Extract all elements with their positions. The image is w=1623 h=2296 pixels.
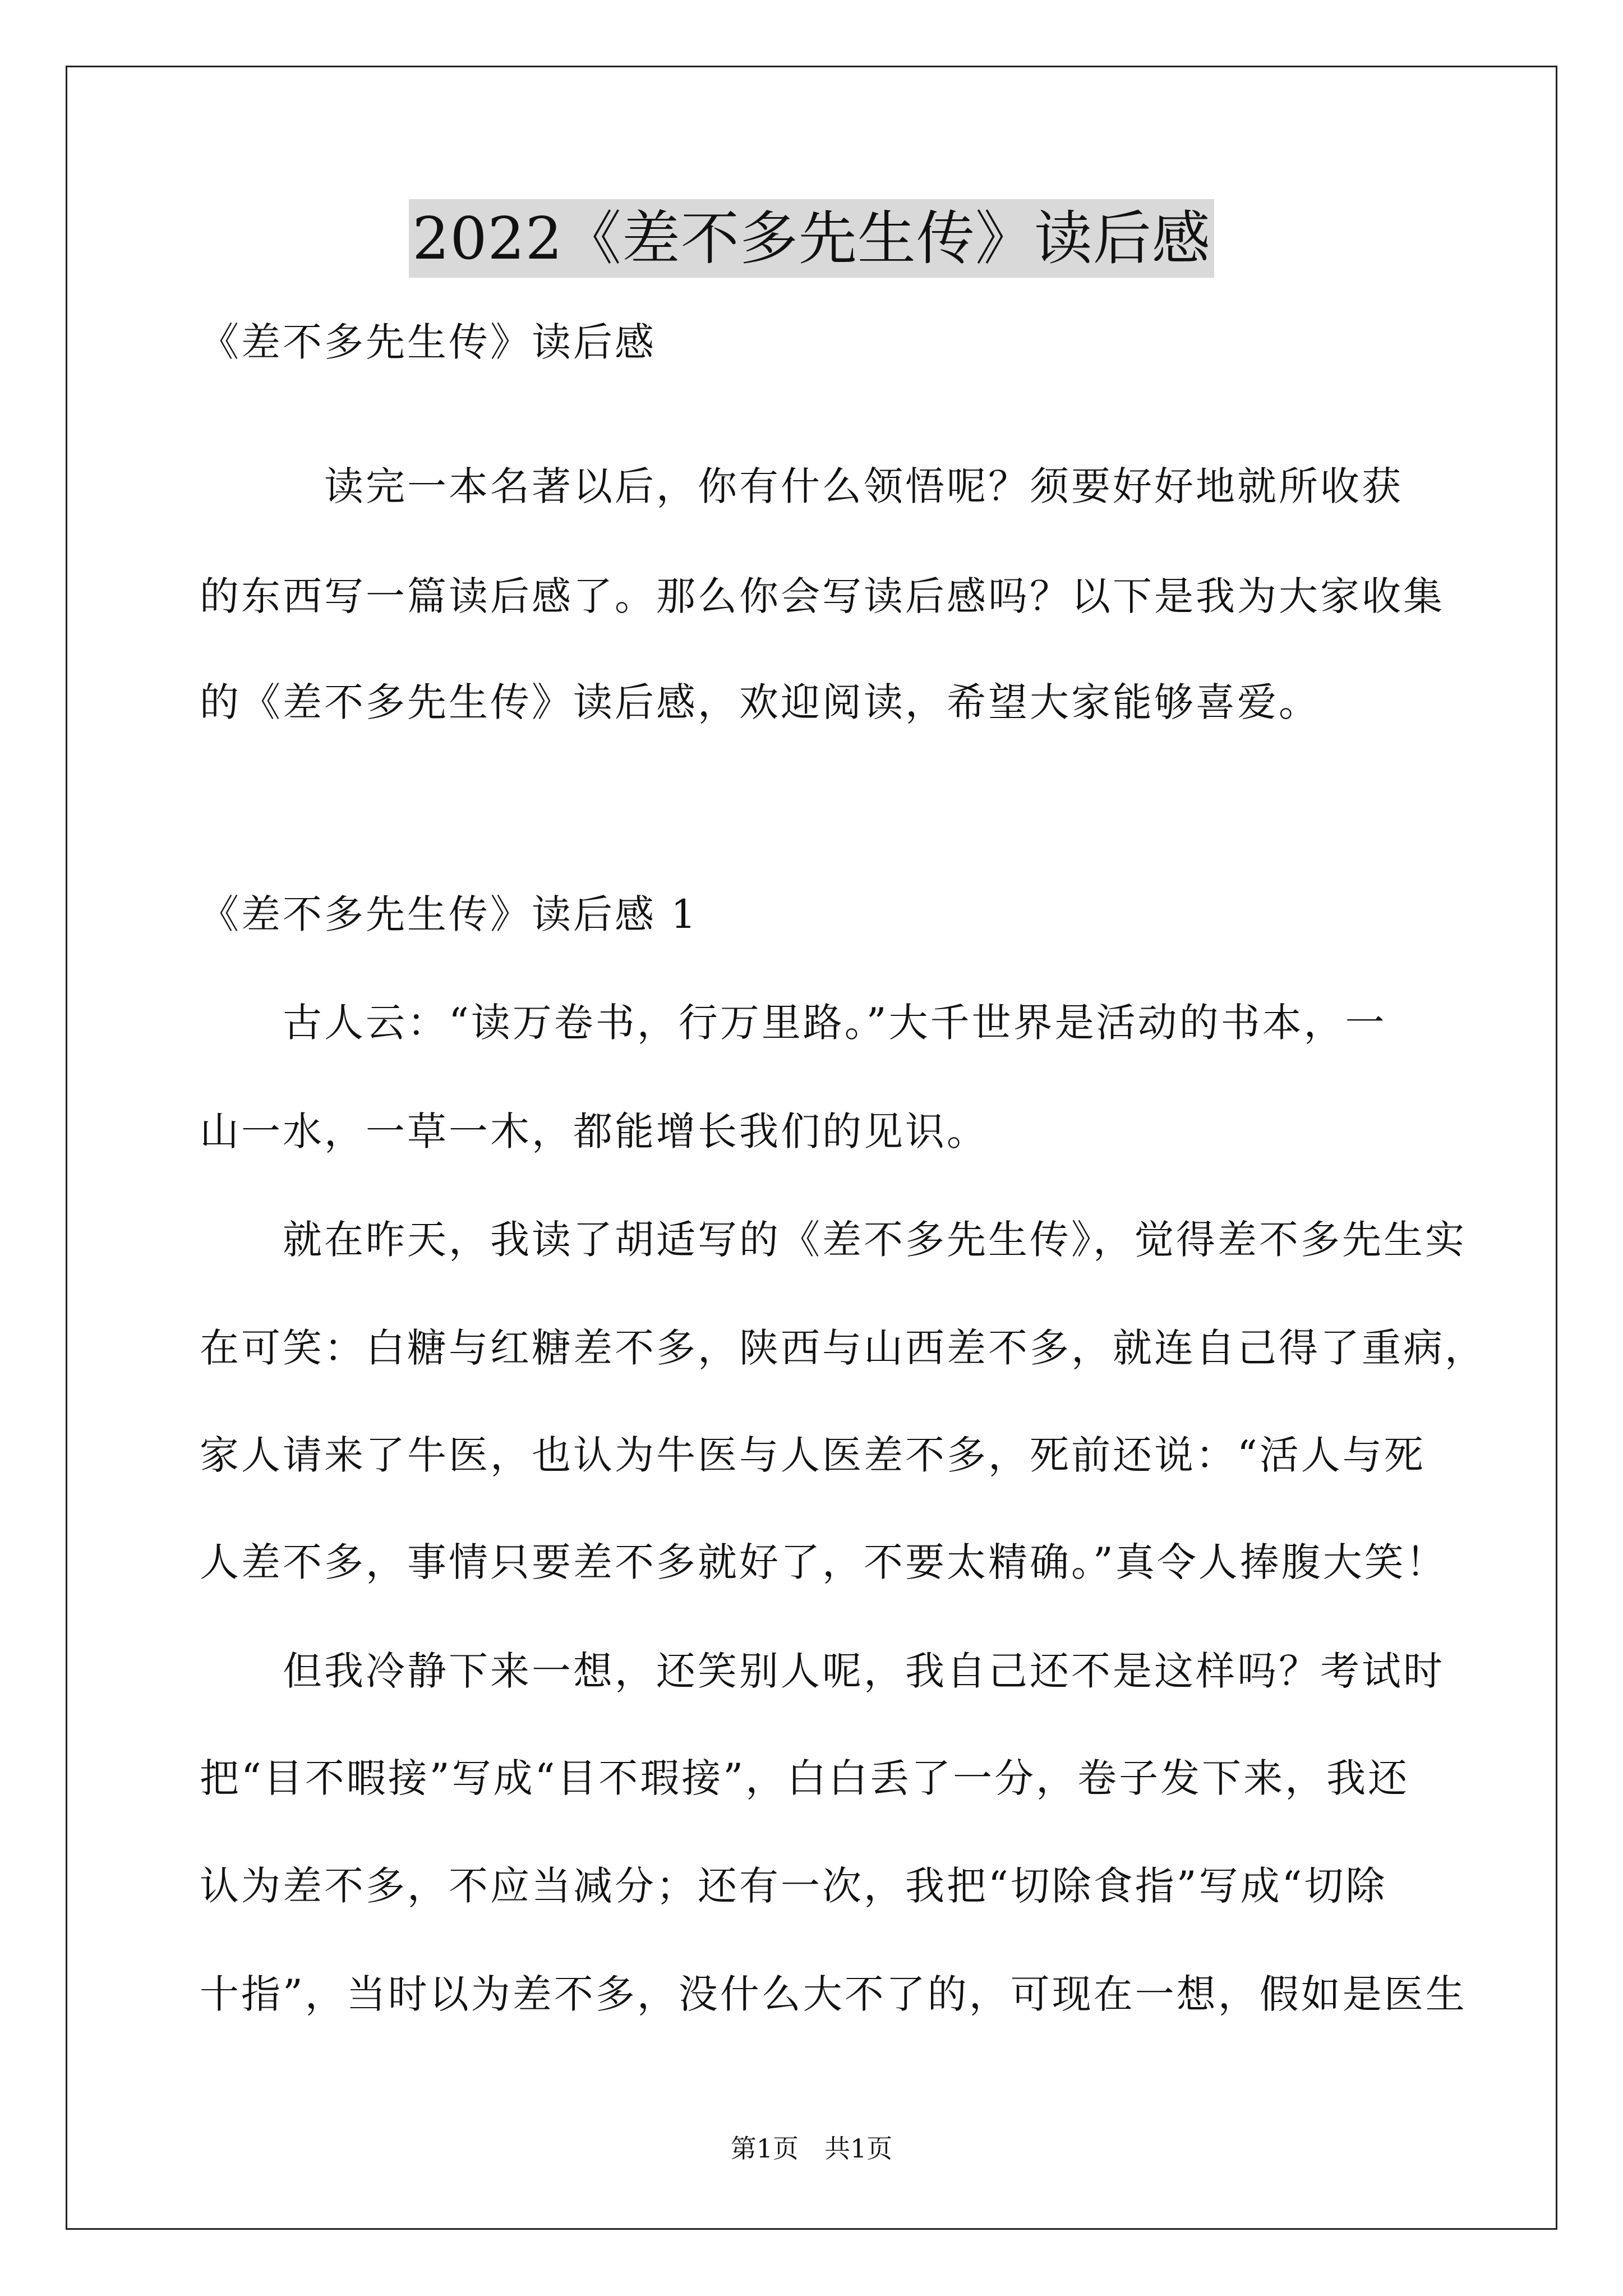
- paragraph-line: 就在昨天，我读了胡适写的《差不多先生传》，觉得差不多先生实: [200, 1217, 1467, 1263]
- paragraph-line: 古人云：“读万卷书，行万里路。”大千世界是活动的书本，一: [200, 1000, 1387, 1046]
- paragraph-line: 十指”，当时以为差不多，没什么大不了的，可现在一想，假如是医生: [200, 1971, 1467, 2017]
- paragraph-line: 认为差不多，不应当减分；还有一次，我把“切除食指”写成“切除: [200, 1863, 1387, 1909]
- paragraph-line: 把“目不暇接”写成“目不瑕接”，白白丢了一分，卷子发下来，我还: [200, 1755, 1410, 1801]
- title-container: [0, 199, 1623, 278]
- paragraph-line: 家人请来了牛医，也认为牛医与人医差不多，死前还说：“活人与死: [200, 1432, 1426, 1478]
- paragraph-line: 人差不多，事情只要差不多就好了，不要太精确。”真令人捧腹大笑！: [200, 1539, 1447, 1585]
- paragraph-line: 的《差不多先生传》读后感，欢迎阅读，希望大家能够喜爱。: [200, 679, 1320, 725]
- document-title: 2022《差不多先生传》读后感: [409, 199, 1214, 278]
- paragraph-line: 在可笑：白糖与红糖差不多，陕西与山西差不多，就连自己得了重病，: [200, 1325, 1486, 1371]
- section-heading: 《差不多先生传》读后感 1: [200, 891, 698, 937]
- paragraph-line: 的东西写一篇读后感了。那么你会写读后感吗？以下是我为大家收集: [200, 573, 1445, 619]
- section-heading: 《差不多先生传》读后感: [200, 319, 656, 365]
- paragraph-line: 山一水，一草一木，都能增长我们的见识。: [200, 1108, 988, 1154]
- page-footer: 第1页 共1页: [730, 2133, 893, 2164]
- paragraph-line: 读完一本名著以后，你有什么领悟呢？须要好好地就所收获: [200, 463, 1403, 509]
- paragraph-line: 但我冷静下来一想，还笑别人呢，我自己还不是这样吗？考试时: [200, 1648, 1445, 1694]
